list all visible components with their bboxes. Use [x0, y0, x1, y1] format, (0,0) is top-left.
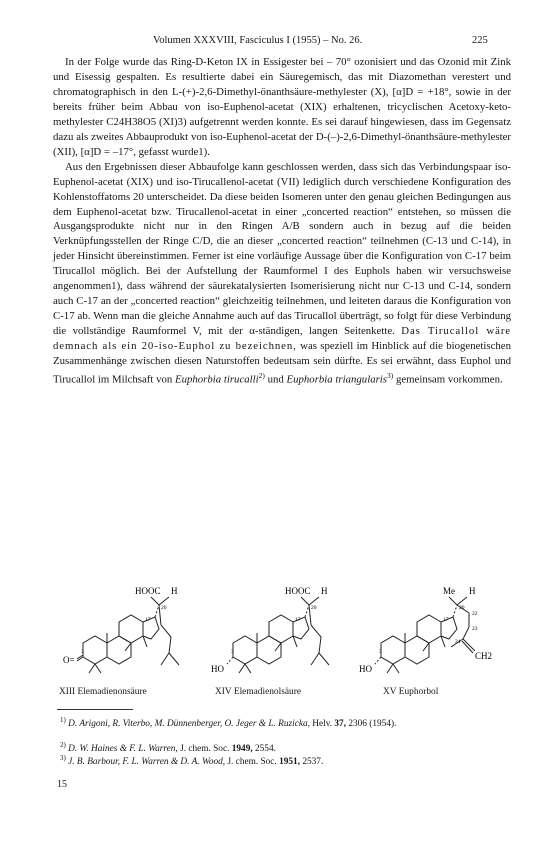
label-ch2: CH2 [475, 651, 493, 661]
label-h: H [321, 586, 328, 596]
footnote-rule [57, 709, 133, 710]
structure-xiv [203, 585, 353, 685]
fn-volume: 1949, [231, 744, 253, 755]
fn-mark: 3) [59, 754, 66, 762]
label-h: H [171, 586, 178, 596]
label-3: 3 [231, 649, 234, 655]
label-oxo: O= [63, 655, 75, 665]
caption-xv: XV Euphorbol [383, 687, 439, 697]
label-3: 3 [379, 649, 382, 655]
label-ho: HO [211, 664, 224, 674]
label-17: 17 [443, 617, 449, 623]
fn-journal: J. chem. Soc. [227, 757, 277, 768]
label-22: 22 [472, 611, 478, 617]
running-title: Volumen XXXVIII, Fasciculus I (1955) – No. 26. [153, 35, 363, 46]
ref-2: 2) [258, 371, 265, 381]
caption-xiii: XIII Elemadienonsäure [59, 687, 147, 697]
paragraph-2 [53, 160, 511, 388]
footnote-1 [53, 714, 511, 730]
fn-mark: 1) [59, 716, 66, 724]
label-20: 20 [161, 605, 167, 611]
label-23: 23 [472, 626, 478, 632]
species-tirucalli: Euphorbia tirucalli [174, 373, 259, 386]
paragraph-2-cont: was speziell im Hinblick auf die biogenetischen Zusammenhänge zwischen diesen Naturstoffen bedeutsam sein dürfte. Es sei erwähnt, dass Euphol und Tirucallol im Milchsaft von [53, 340, 511, 386]
paragraph-2-and: und [267, 373, 284, 386]
label-h: H [469, 586, 476, 596]
fn-journal: J. chem. Soc. [180, 744, 230, 755]
label-20: 20 [459, 605, 465, 611]
fn-tail: 2306 (1954). [348, 719, 397, 730]
label-3: 3 [81, 649, 84, 655]
structure-xiii [53, 585, 203, 685]
page-number: 225 [472, 35, 488, 46]
label-me: Me [443, 586, 455, 596]
label-hooc: HOOC [285, 586, 311, 596]
fn-journal: Helv. [312, 719, 333, 730]
spaced-emphasis: Das Tirucallol wäre demnach als ein 20-iso-Euphol zu bezeichnen, [53, 325, 512, 353]
label-20: 20 [311, 605, 317, 611]
fn-volume: 1951, [279, 757, 301, 768]
label-24: 24 [455, 639, 461, 645]
fn-tail: 2554. [255, 744, 276, 755]
structure-xv [351, 585, 511, 685]
fn-authors: J. B. Barbour, F. L. Warren & D. A. Wood, [68, 757, 226, 768]
ref-3: 3) [387, 371, 394, 381]
label-17: 17 [295, 617, 301, 623]
body-text [53, 55, 511, 388]
fn-authors: D. Arigoni, R. Viterbo, M. Dünnenberger, O. Jeger & L. Ruzicka, [68, 719, 310, 730]
label-17: 17 [145, 617, 151, 623]
fn-mark: 2) [59, 741, 66, 749]
label-hooc: HOOC [135, 586, 161, 596]
label-ho: HO [359, 664, 372, 674]
footnote-3 [53, 752, 511, 768]
fn-authors: D. W. Haines & F. L. Warren, [68, 744, 178, 755]
fn-tail: 2537. [302, 757, 324, 768]
structure-figure [53, 585, 511, 701]
caption-xiv: XIV Elemadienolsäure [215, 687, 301, 697]
fn-volume: 37, [334, 719, 347, 730]
signature-mark: 15 [57, 779, 67, 790]
species-triangularis: Euphorbia triangularis [286, 373, 387, 386]
paragraph-2-end: gemeinsam vorkommen. [395, 373, 503, 386]
paragraph-1: In der Folge wurde das Ring-D-Keton IX in Essigester bei – 70° ozonisiert und das Ozonid mit Zink und Eisessig gespalten. Es resultierte dabei ein Säuregemisch, das mit Diazomethan verestert und chromatographisch in den L-(+)-2,6-Dimethyl-önanthsäure-methylester (X), [α]D = +18°, sowie in der bereits früher beim Abbau von iso-Euphenol-acetat (XIX) erhaltenen, tricyclischen Acetoxy-keto-methylester C24H38O5 (XI)3) aufgetrennt werden konnte. Es sei darauf hingewiesen, dass im Gegensatz dazu als zweites Abbauprodukt von iso-Euphenol-acetat der D-(–)-2,6-Dimethyl-önanthsäure-methylester (XII), [α]D = –17°, gefasst wurde1). [53, 56, 511, 158]
paragraph-2-main: Aus den Ergebnissen dieser Abbaufolge kann geschlossen werden, dass sich das Verbindungspaar iso-Euphenol-acetat (XIX) und iso-Tirucallenol-acetat (VII) lediglich durch verschiedene Konfiguration des Kohlenstoffatoms 20 unterscheidet. Da diese beiden Isomeren unter den genau gleichen Bedingungen aus dem Euphenol-acetat bzw. Tirucallenol-acetat in einer „concerted reaction“ entstehen, so müssen die Ausgangsprodukte nicht nur in den Ringen A/B sondern auch in bezug auf die beiden Verknüpfungsstellen der Ringe C/D, die an dieser „concerted reaction“ teilnehmen (C-13 und C-14), in jeder Hinsicht übereinstimmen. Ferner ist eine vorläufige Aussage über die Konfiguration von C-17 beim Tirucallol möglich. Bei der Aufstellung der Raumformel I des Euphols haben wir versuchsweise angenommen1), dass während der säurekatalysierten Isomerisierung nicht nur C-13 und C-14, sondern auch C-17 an der „concerted reaction“ gleichzeitig teilnehmen, und leiteten daraus die Konfiguration von C-17 ab. Wenn man die gleiche Annahme auch auf das Tirucallol überträgt, so folgt für diese Verbindung die vollständige Raumformel V, mit der α-ständigen, langen Seitenkette. [53, 160, 511, 338]
